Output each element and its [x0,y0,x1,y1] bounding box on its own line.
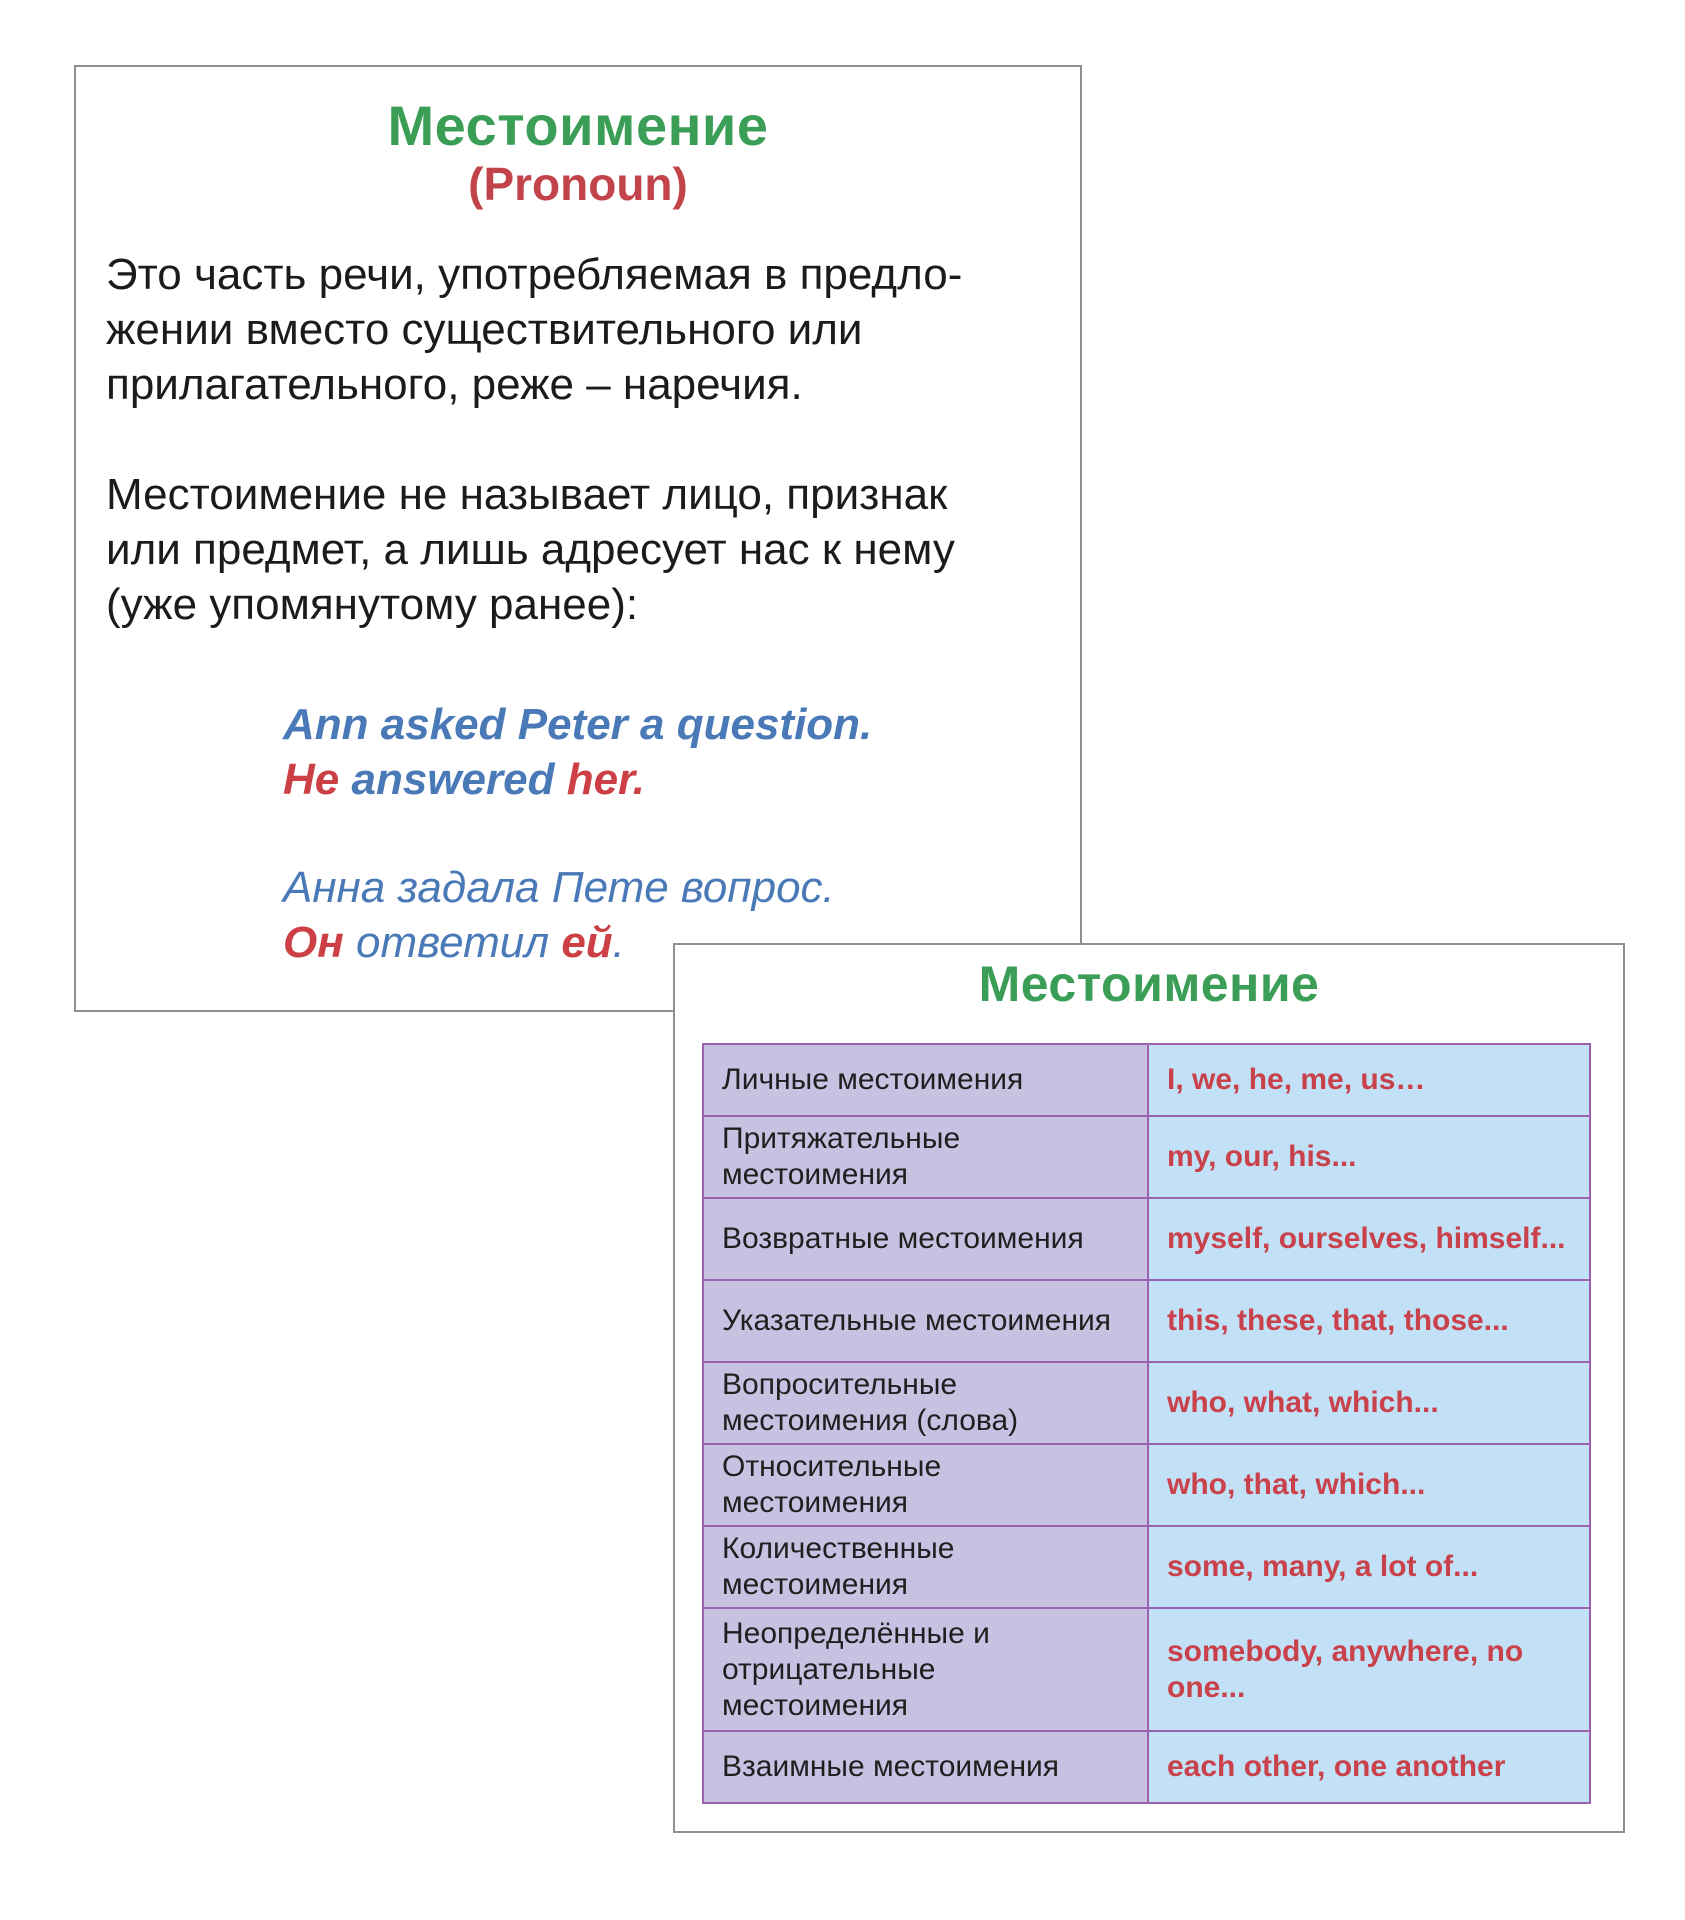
english-example [283,697,872,807]
english-pronoun-he: He [283,755,340,804]
table-row [703,1116,1590,1198]
pronoun-examples-cell: some, many, a lot of... [1148,1526,1590,1608]
table-row [703,1362,1590,1444]
pronoun-examples-cell: each other, one another [1148,1731,1590,1803]
pronoun-examples-cell: who, that, which... [1148,1444,1590,1526]
english-example-period: . [632,755,645,804]
pronoun-type-cell: Указательные местоимения [703,1280,1148,1362]
pronoun-examples-cell: somebody, anywhere, no one... [1148,1608,1590,1731]
table-row [703,1280,1590,1362]
definition-paragraph-2 [106,467,1056,632]
pronoun-examples-cell: my, our, his... [1148,1116,1590,1198]
paragraph-line: или предмет, а лишь адресует нас к нему [106,525,955,574]
table-card-title: Местоимение [978,956,1320,1012]
table-row [703,1444,1590,1526]
pronoun-examples-cell: I, we, he, me, us… [1148,1044,1590,1116]
english-example-line-1: Ann asked Peter a question. [283,700,873,749]
russian-example-line-1: Анна задала Пете вопрос. [283,863,835,912]
pronoun-type-cell: Относительные местоимения [703,1444,1148,1526]
pronoun-type-cell: Взаимные местоимения [703,1731,1148,1803]
pronoun-type-cell: Вопросительные местоимения (слова) [703,1362,1148,1444]
pronoun-type-cell: Возвратные местоимения [703,1198,1148,1280]
paragraph-line: (уже упомянутому ранее): [106,580,639,629]
paragraph-line: жении вместо существительного или [106,305,863,354]
table-row [703,1526,1590,1608]
definition-paragraph-1 [106,247,1056,412]
pronoun-type-cell: Притяжательные местоимения [703,1116,1148,1198]
table-row [703,1608,1590,1731]
paragraph-line: Это часть речи, употребляемая в предло- [106,250,963,299]
pronoun-examples-cell: this, these, that, those... [1148,1280,1590,1362]
russian-pronoun-ey: ей [561,918,613,967]
pronoun-type-cell: Личные местоимения [703,1044,1148,1116]
table-row [703,1731,1590,1803]
english-pronoun-her: her [566,755,633,804]
paragraph-line: прилагательного, реже – наречия. [106,360,803,409]
pronoun-table-card [673,943,1625,1833]
table-row [703,1044,1590,1116]
pronoun-type-cell: Количественные местоимения [703,1526,1148,1608]
pronoun-types-table [702,1043,1591,1804]
paragraph-line: Местоимение не называет лицо, признак [106,470,948,519]
pronoun-examples-cell: who, what, which... [1148,1362,1590,1444]
english-example-verb: answered [339,755,567,804]
definition-subtitle: (Pronoun) [468,158,688,210]
russian-example-period: . [612,918,625,967]
russian-pronoun-on: Он [283,918,344,967]
pronoun-type-cell: Неопределённые и отрицательные местоимения [703,1608,1148,1731]
russian-example-verb: ответил [343,918,562,967]
pronoun-examples-cell: myself, ourselves, himself... [1148,1198,1590,1280]
definition-title: Местоимение [387,94,769,157]
definition-card [74,65,1082,1012]
table-row [703,1198,1590,1280]
